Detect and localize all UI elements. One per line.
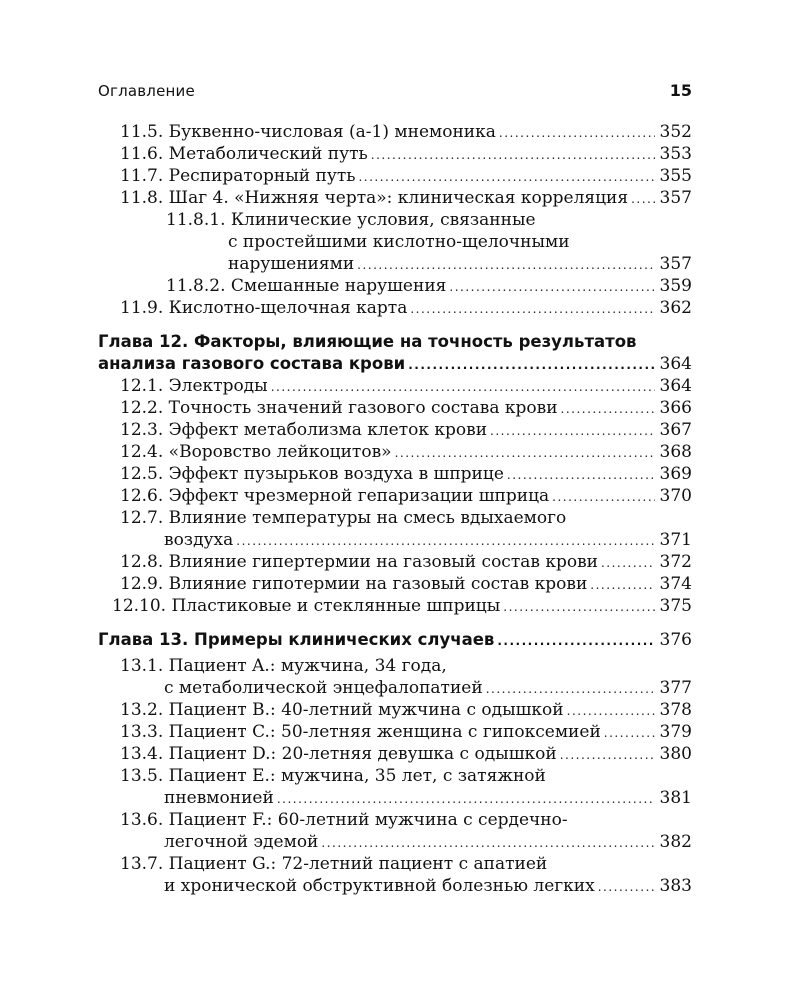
toc-entry-title: Пациент C.: 50-летняя женщина с гипоксемией: [168, 722, 601, 742]
toc-entry-page: 353: [659, 144, 692, 164]
toc-entry-text: [166, 275, 446, 297]
dot-leader: [395, 442, 655, 464]
toc-entry-page: 381: [659, 788, 692, 808]
toc-entry-text: [120, 463, 504, 485]
dot-leader: [449, 276, 655, 298]
dot-leader: [371, 144, 655, 166]
toc-entry-text: [120, 699, 564, 721]
toc-entry: [98, 765, 692, 787]
chapter-title: Глава 13. Примеры клинических случаев: [98, 630, 495, 649]
toc-entry-number: 13.3.: [120, 722, 164, 742]
dot-leader: [561, 398, 655, 420]
toc-entry-page: 375: [659, 596, 692, 616]
toc-entry-text: [120, 441, 392, 463]
toc-entry-number: 12.9.: [120, 574, 164, 594]
toc-entry-text: [120, 419, 487, 441]
toc-entry-title-line2: легочной эдемой: [164, 832, 319, 852]
toc-entry-page: 370: [659, 486, 692, 506]
toc-entry-title-line2: с метаболической энцефалопатией: [164, 678, 483, 698]
toc-entry-page: 364: [659, 376, 692, 396]
toc-entry-continuation: [98, 231, 692, 253]
toc-entry: [98, 573, 692, 595]
toc-entry-title: Метаболический путь: [168, 144, 368, 164]
chapter-heading: [98, 331, 692, 353]
toc-entry-text: [120, 721, 601, 743]
toc-entry-text: [112, 595, 500, 617]
toc-entry-number: 12.2.: [120, 398, 164, 418]
toc-entry-number: 12.6.: [120, 486, 164, 506]
toc-entry-title-line2: с простейшими кислотно-щелочными: [228, 232, 570, 252]
toc-entry-continuation: [98, 677, 692, 699]
toc-entry-text: [120, 375, 268, 397]
toc-entry-number: 12.4.: [120, 442, 164, 462]
toc-entry-number: 13.1.: [120, 656, 164, 676]
toc-entry-page: 355: [659, 166, 692, 186]
toc-entry-title: Пациент D.: 20-летняя девушка с одышкой: [168, 744, 557, 764]
toc-entry-title-line1: Влияние температуры на смесь вдыхаемого: [168, 508, 567, 528]
toc-entry: [98, 699, 692, 721]
toc-entry-page: 380: [659, 744, 692, 764]
toc-entry: [98, 397, 692, 419]
toc-entry-title: Пластиковые и стеклянные шприцы: [171, 596, 501, 616]
toc-entry-title-line1: Пациент E.: мужчина, 35 лет, с затяжной: [168, 766, 546, 786]
toc-entry: [98, 121, 692, 143]
dot-leader: [552, 486, 655, 508]
toc-entry-page: 357: [659, 254, 692, 274]
toc-entry: [98, 209, 692, 231]
toc-entry-text: [120, 485, 549, 507]
toc-entry: [98, 441, 692, 463]
toc-entry-page: 378: [659, 700, 692, 720]
toc-entry-title-line1: Пациент F.: 60-летний мужчина с сердечно-: [168, 810, 568, 830]
chapter-page: 364: [659, 354, 692, 374]
toc-entry-page: 366: [659, 398, 692, 418]
toc-entry-text: [120, 165, 355, 187]
toc-entry-text: [120, 397, 558, 419]
dot-leader: [631, 188, 655, 210]
toc-entry-continuation: [98, 875, 692, 897]
toc-entry-number: 12.3.: [120, 420, 164, 440]
toc-entry-title-line1: Пациент G.: 72-летний пациент с апатией: [168, 854, 548, 874]
toc-entry-page: 369: [659, 464, 692, 484]
toc-entry-title: Влияние гипертермии на газовый состав крови: [168, 552, 598, 572]
toc-entry-page: 352: [659, 122, 692, 142]
toc-entry: [98, 419, 692, 441]
dot-leader: [358, 166, 655, 188]
toc-entry-number: 13.6.: [120, 810, 164, 830]
toc-entry: [98, 655, 692, 677]
toc-entry: [98, 551, 692, 573]
table-of-contents: [98, 121, 692, 897]
toc-entry-text: [120, 143, 368, 165]
toc-entry-page: 367: [659, 420, 692, 440]
dot-leader: [503, 596, 655, 618]
toc-entry-title: Респираторный путь: [168, 166, 356, 186]
toc-entry-text: [120, 551, 598, 573]
toc-entry-number: 13.2.: [120, 700, 164, 720]
toc-entry-title-line1: Пациент A.: мужчина, 34 года,: [168, 656, 447, 676]
toc-entry: [98, 275, 692, 297]
page-number: 15: [669, 81, 692, 100]
toc-entry-number: 11.8.: [120, 188, 164, 208]
toc-entry-number: 11.5.: [120, 122, 164, 142]
chapter-title-line1: Глава 12. Факторы, влияющие на точность результатов: [98, 332, 637, 351]
dot-leader: [560, 744, 655, 766]
toc-entry-page: 377: [659, 678, 692, 698]
toc-entry-title: Буквенно-числовая (a-1) мнемоника: [168, 122, 496, 142]
toc-entry-number: 12.5.: [120, 464, 164, 484]
dot-leader: [497, 630, 655, 652]
toc-entry-title-line2: и хронической обструктивной болезнью легких: [164, 876, 595, 896]
toc-entry: [98, 595, 692, 617]
dot-leader: [499, 122, 655, 144]
dot-leader: [321, 832, 655, 854]
toc-entry-number: 11.6.: [120, 144, 164, 164]
toc-entry-text: [120, 743, 557, 765]
toc-entry-page: 357: [659, 188, 692, 208]
toc-entry-page: 379: [659, 722, 692, 742]
toc-entry-title: Влияние гипотермии на газовый состав крови: [168, 574, 588, 594]
chapter-heading-continuation: [98, 353, 692, 375]
dot-leader: [604, 722, 655, 744]
toc-entry-number: 12.7.: [120, 508, 164, 528]
toc-entry-title-line2: пневмонией: [164, 788, 274, 808]
dot-leader: [410, 298, 655, 320]
toc-entry-continuation: [98, 831, 692, 853]
toc-entry-page: 374: [659, 574, 692, 594]
toc-entry: [98, 507, 692, 529]
toc-entry-number: 13.7.: [120, 854, 164, 874]
toc-entry-number: 12.1.: [120, 376, 164, 396]
toc-entry-page: 359: [659, 276, 692, 296]
toc-entry-continuation: [98, 253, 692, 275]
dot-leader: [567, 700, 655, 722]
toc-entry-number: 12.8.: [120, 552, 164, 572]
toc-entry: [98, 165, 692, 187]
toc-entry-number: 11.8.2.: [166, 276, 226, 296]
toc-entry-title: Кислотно-щелочная карта: [168, 298, 408, 318]
toc-entry-continuation: [98, 787, 692, 809]
toc-entry: [98, 187, 692, 209]
toc-entry-title: «Воровство лейкоцитов»: [168, 442, 392, 462]
toc-entry-text: [120, 573, 587, 595]
dot-leader: [507, 464, 655, 486]
toc-entry-page: 372: [659, 552, 692, 572]
chapter-title-line2: анализа газового состава крови: [98, 354, 406, 373]
toc-entry-number: 11.8.1.: [166, 210, 226, 230]
chapter-heading: [98, 629, 692, 651]
toc-entry-title: Точность значений газового состава крови: [168, 398, 558, 418]
toc-entry-title: Эффект чрезмерной гепаризации шприца: [168, 486, 550, 506]
toc-entry-text: [120, 297, 407, 319]
toc-entry-title-line3: нарушениями: [228, 254, 355, 274]
toc-entry-title: Пациент B.: 40-летний мужчина с одышкой: [168, 700, 564, 720]
dot-leader: [236, 530, 655, 552]
toc-entry: [98, 485, 692, 507]
toc-entry-continuation: [98, 529, 692, 551]
toc-entry: [98, 463, 692, 485]
toc-entry-page: 371: [659, 530, 692, 550]
toc-entry-title: Шаг 4. «Нижняя черта»: клиническая корреляция: [168, 188, 629, 208]
toc-entry: [98, 809, 692, 831]
toc-entry-number: 11.7.: [120, 166, 164, 186]
toc-entry: [98, 721, 692, 743]
toc-entry: [98, 375, 692, 397]
toc-entry: [98, 143, 692, 165]
dot-leader: [486, 678, 655, 700]
toc-entry: [98, 853, 692, 875]
dot-leader: [590, 574, 655, 596]
dot-leader: [598, 876, 655, 898]
dot-leader: [601, 552, 655, 574]
toc-entry-title-line2: воздуха: [164, 530, 234, 550]
running-header-title: Оглавление: [98, 82, 195, 100]
dot-leader: [408, 354, 655, 376]
toc-entry-page: 368: [659, 442, 692, 462]
toc-entry-number: 12.10.: [112, 596, 167, 616]
toc-entry: [98, 743, 692, 765]
toc-entry: [98, 297, 692, 319]
toc-entry-page: 362: [659, 298, 692, 318]
chapter-page: 376: [659, 630, 692, 650]
dot-leader: [357, 254, 655, 276]
toc-entry-text: [120, 121, 496, 143]
toc-entry-title: Смешанные нарушения: [230, 276, 447, 296]
toc-entry-title-line1: Клинические условия, связанные: [230, 210, 536, 230]
toc-entry-number: 13.5.: [120, 766, 164, 786]
toc-entry-number: 11.9.: [120, 298, 164, 318]
running-header: [98, 80, 692, 100]
toc-entry-page: 383: [659, 876, 692, 896]
dot-leader: [490, 420, 655, 442]
toc-entry-title: Эффект метаболизма клеток крови: [168, 420, 488, 440]
toc-entry-page: 382: [659, 832, 692, 852]
toc-entry-title: Эффект пузырьков воздуха в шприце: [168, 464, 504, 484]
dot-leader: [277, 788, 655, 810]
toc-entry-title: Электроды: [168, 376, 268, 396]
toc-entry-text: [120, 187, 628, 209]
toc-entry-number: 13.4.: [120, 744, 164, 764]
dot-leader: [271, 376, 655, 398]
